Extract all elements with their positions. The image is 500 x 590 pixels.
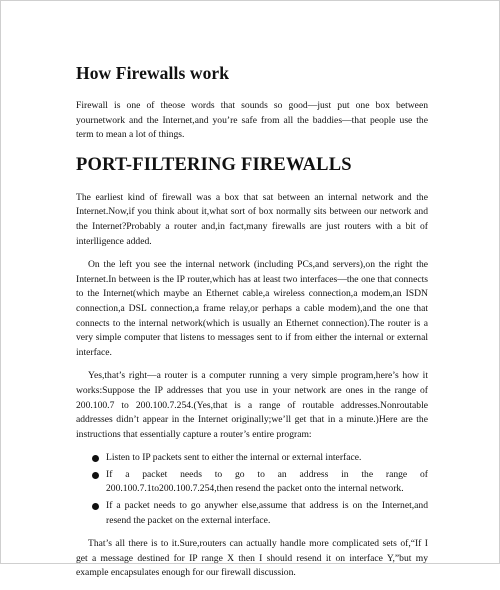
closing-paragraph: That’s all there is to it.Sure,routers can actually handle more complicated sets of,“If I get a message destined for IP range X then I should resend it on interface Y,”but my example encapsulates enough for our firewall discussion. xyxy=(76,538,428,579)
paragraph-2: On the left you see the internal network (including PCs,and servers),on the right the Internet.In between is the IP router,which has at least two interfaces—the one that connects to the Internet(which maybe an Ethernet cable,a wireless connection,a modem,an ISDN connection,a DSL connection,a frame relay,or perhaps a cable modem),and the one that connects to the internal network(which is usually an Ethernet connection).The router is a very simple computer that listens to messages sent to if from either the internal or external interface. xyxy=(76,259,428,358)
bullet-icon xyxy=(92,472,99,479)
paragraph-1: The earliest kind of firewall was a box that sat between an internal network and the Internet.Now,if you think about it,what sort of box normally sits between our network and the Internet?Probably a router and,in fact,many firewalls are just routers with a bit of interlligence added. xyxy=(76,191,428,247)
bullet-text: Listen to IP packets sent to either the internal or external interface. xyxy=(106,452,362,464)
list-item xyxy=(76,468,428,497)
section-title: PORT-FILTERING FIREWALLS xyxy=(76,154,352,175)
bullet-text: If a packet needs to go anywher else,assume that address is on the Internet,and resend the packet on the external interface. xyxy=(106,500,428,526)
bullet-icon xyxy=(92,455,99,462)
paragraph-3: Yes,that’s right—a router is a computer running a very simple program,here’s how it works:Suppose the IP addresses that you use in your network are ones in the range of 200.100.7 to 200.100.7.254.(Yes,that is a range of routable addresses.Nonroutable addresses didn’t appear in the Internet originally;we’ll get that in a minute.)Here are the instructions that essentially capture a router’s entire program: xyxy=(76,370,428,440)
list-item xyxy=(76,451,428,466)
bullet-icon xyxy=(92,503,99,510)
intro-paragraph: Firewall is one of theose words that sounds so good—just put one box between yournetwork and the Internet,and you’re safe from all the baddies—that people use the term to mean a lot of things. xyxy=(76,100,428,141)
bullet-text: If a packet needs to go to an address in the range of 200.100.7.1to200.100.7.254,then resend the packet onto the internal network. xyxy=(106,468,428,495)
page-title: How Firewalls work xyxy=(76,63,230,83)
bullet-list xyxy=(76,451,428,528)
page-content xyxy=(76,63,428,590)
list-item xyxy=(76,499,428,528)
